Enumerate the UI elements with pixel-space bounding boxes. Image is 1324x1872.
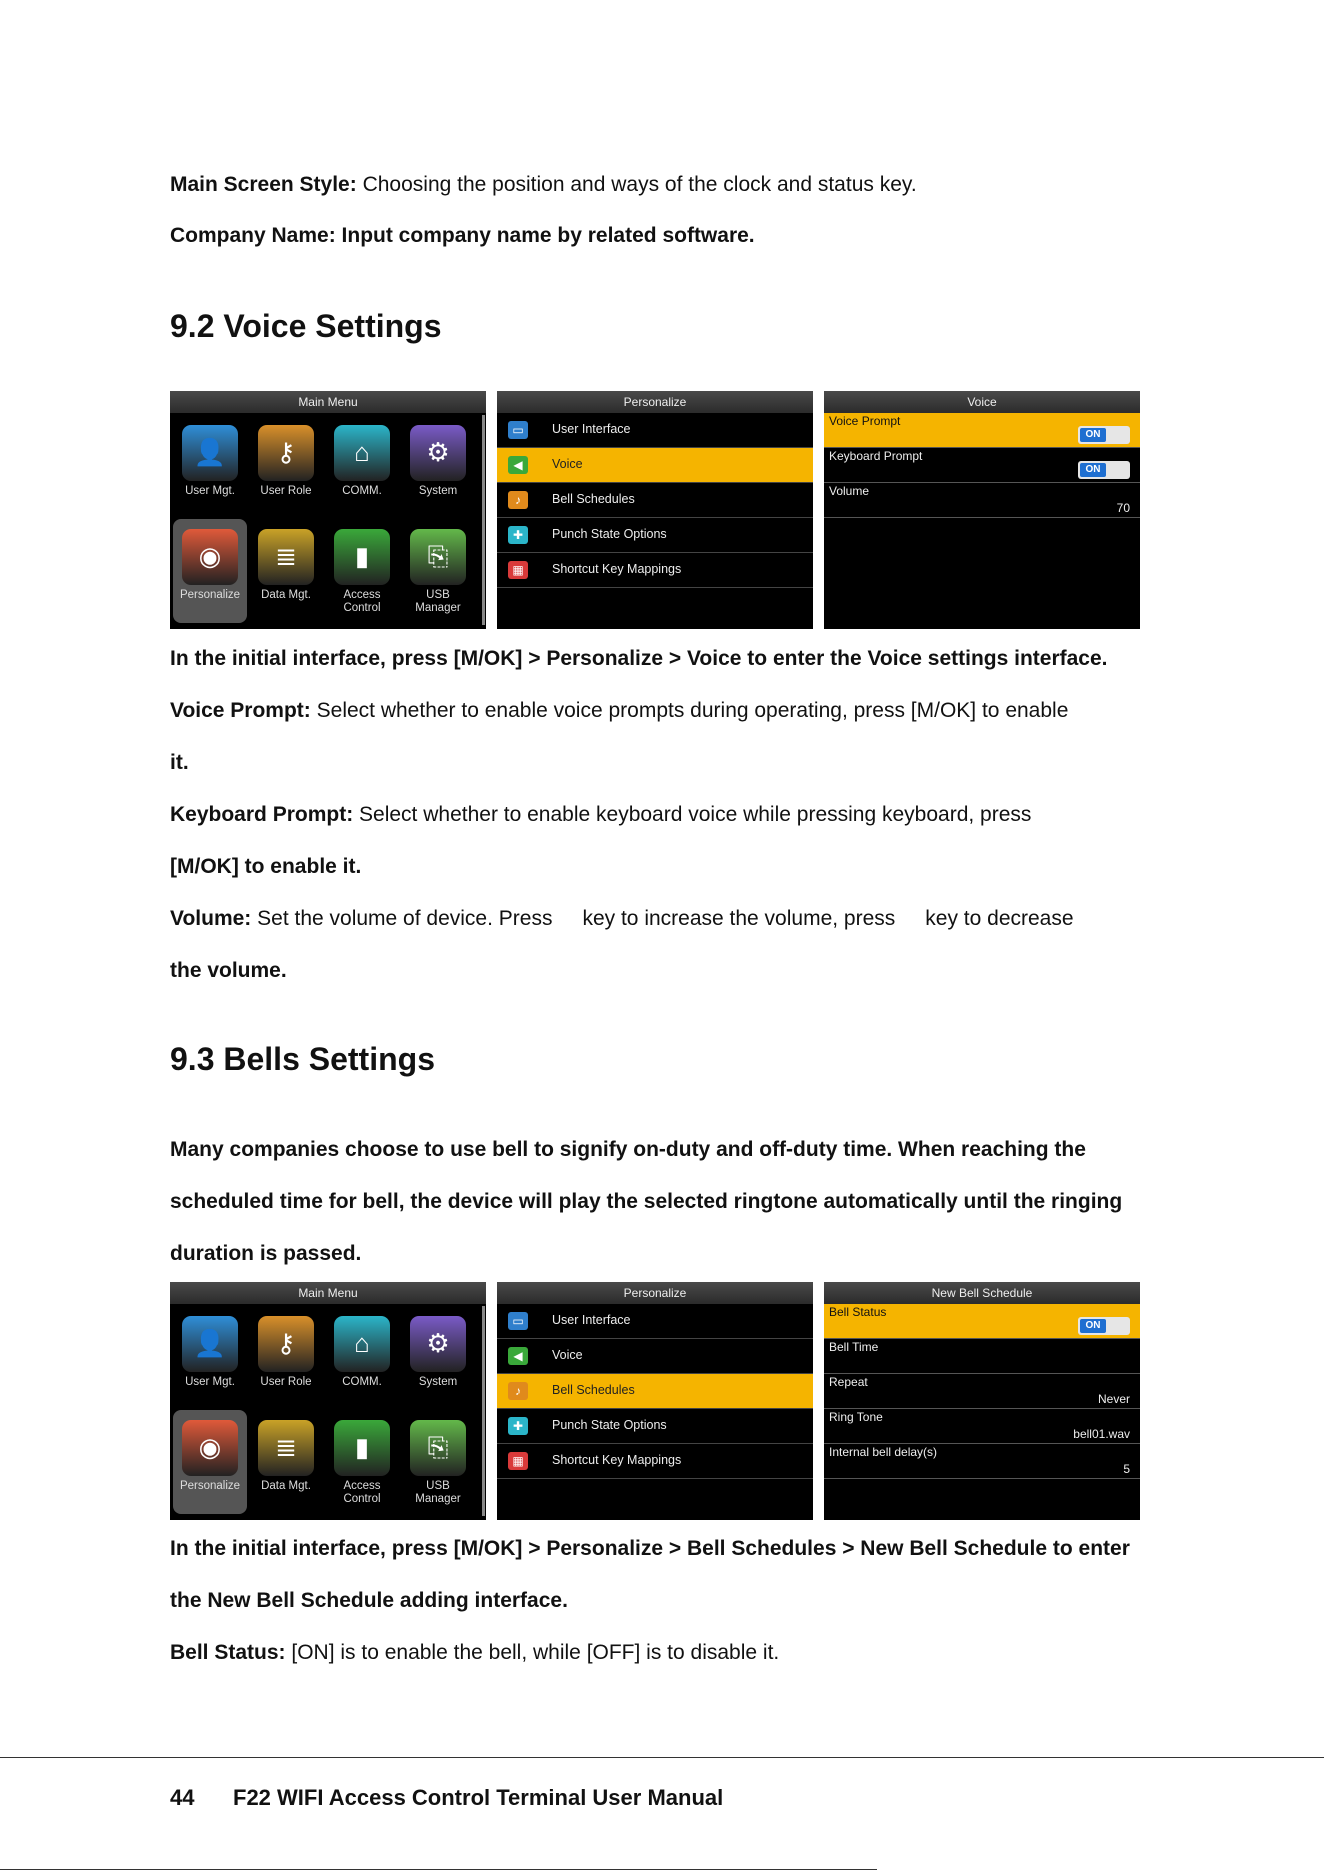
- bell-intro-line-2: the New Bell Schedule adding interface.: [170, 1589, 568, 1612]
- menu-label[interactable]: Data Mgt.: [261, 589, 311, 601]
- bells-intro-line-1: Many companies choose to use bell to signify on-duty and off-duty time. When reaching the: [170, 1138, 1086, 1161]
- screen-title: Main Menu: [170, 1282, 486, 1304]
- bell-status-toggle[interactable]: ON: [1078, 1317, 1130, 1335]
- usb-icon: ⎘: [410, 1420, 466, 1476]
- bells-settings-heading: 9.3 Bells Settings: [170, 1041, 435, 1077]
- voice-settings-heading: 9.2 Voice Settings: [170, 308, 442, 344]
- menu-item-bell-schedules[interactable]: ♪ Bell Schedules: [497, 1374, 813, 1409]
- door-icon: ▮: [334, 1420, 390, 1476]
- repeat-row[interactable]: Repeat Never: [824, 1374, 1140, 1409]
- menu-label[interactable]: USB Manager: [415, 589, 461, 614]
- menu-item-voice[interactable]: ◀ Voice: [497, 1339, 813, 1374]
- personalize-screen-2: [497, 1282, 813, 1520]
- volume-text: Volume: Set the volume of device. Press key to increase the volume, press key to decrease: [170, 907, 1074, 930]
- menu-label[interactable]: Personalize: [179, 589, 241, 601]
- speaker-icon: ◀: [508, 1347, 528, 1365]
- keyboard-prompt-row[interactable]: Keyboard Prompt ON: [824, 448, 1140, 483]
- network-icon: ⌂: [334, 425, 390, 481]
- gear-icon: ⚙: [410, 1316, 466, 1372]
- keyboard-icon: ▦: [508, 561, 528, 579]
- page-number: 44: [170, 1785, 195, 1810]
- palette-icon: ◉: [182, 529, 238, 585]
- menu-label[interactable]: User Role: [260, 485, 312, 497]
- volume-row[interactable]: Volume 70: [824, 483, 1140, 518]
- user-mgt-icon: 👤: [182, 425, 238, 481]
- main-screen-style-text: Main Screen Style: Choosing the position and ways of the clock and status key.: [170, 173, 917, 196]
- voice-intro-text: In the initial interface, press [M/OK] > Personalize > Voice to enter the Voice settings interface.: [170, 647, 1108, 670]
- bells-intro-line-3: duration is passed.: [170, 1242, 362, 1265]
- keyboard-prompt-toggle[interactable]: ON: [1078, 461, 1130, 479]
- bell-intro-line-1: In the initial interface, press [M/OK] > Personalize > Bell Schedules > New Bell Schedule to enter: [170, 1537, 1130, 1560]
- bell-icon: ♪: [508, 491, 528, 509]
- keyboard-icon: ▦: [508, 1452, 528, 1470]
- monitor-icon: ▭: [508, 421, 528, 439]
- main-menu-screen-1: [170, 391, 486, 629]
- database-icon: ≣: [258, 529, 314, 585]
- menu-item-punch-state[interactable]: ✚ Punch State Options: [497, 518, 813, 553]
- menu-item-voice[interactable]: ◀ Voice: [497, 448, 813, 483]
- menu-label[interactable]: System: [418, 485, 458, 497]
- usb-icon: ⎘: [410, 529, 466, 585]
- menu-label[interactable]: System: [418, 1376, 458, 1388]
- menu-label[interactable]: COMM.: [342, 485, 382, 497]
- new-bell-schedule-screen: [824, 1282, 1140, 1520]
- voice-prompt-toggle[interactable]: ON: [1078, 426, 1130, 444]
- voice-screen: [824, 391, 1140, 629]
- volume-text-cont: the volume.: [170, 959, 287, 982]
- screen-title: Voice: [824, 391, 1140, 413]
- menu-label[interactable]: Access Control: [343, 1480, 381, 1505]
- manual-title: F22 WIFI Access Control Terminal User Manual: [233, 1785, 724, 1810]
- speaker-icon: ◀: [508, 456, 528, 474]
- database-icon: ≣: [258, 1420, 314, 1476]
- screen-title: New Bell Schedule: [824, 1282, 1140, 1304]
- screen-title: Personalize: [497, 391, 813, 413]
- menu-label[interactable]: Data Mgt.: [261, 1480, 311, 1492]
- bell-time-row[interactable]: Bell Time: [824, 1339, 1140, 1374]
- menu-label[interactable]: User Mgt.: [185, 485, 235, 497]
- bell-status-text: Bell Status: [ON] is to enable the bell, while [OFF] is to disable it.: [170, 1641, 780, 1664]
- keyboard-prompt-text: Keyboard Prompt: Select whether to enable keyboard voice while pressing keyboard, press: [170, 803, 1032, 826]
- menu-label[interactable]: USB Manager: [415, 1480, 461, 1505]
- screen-title: Personalize: [497, 1282, 813, 1304]
- keyboard-prompt-text-cont: [M/OK] to enable it.: [170, 855, 362, 878]
- key-icon: ⚷: [258, 425, 314, 481]
- voice-prompt-row[interactable]: Voice Prompt ON: [824, 413, 1140, 448]
- door-icon: ▮: [334, 529, 390, 585]
- screen-title: Main Menu: [170, 391, 486, 413]
- menu-item-user-interface[interactable]: ▭ User Interface: [497, 1304, 813, 1339]
- user-mgt-icon: 👤: [182, 1316, 238, 1372]
- menu-item-shortcut-keys[interactable]: ▦ Shortcut Key Mappings: [497, 1444, 813, 1479]
- menu-item-bell-schedules[interactable]: ♪ Bell Schedules: [497, 483, 813, 518]
- bottom-divider: [0, 1869, 877, 1870]
- menu-label[interactable]: Personalize: [179, 1480, 241, 1492]
- personalize-screen-1: [497, 391, 813, 629]
- footer-divider: [0, 1757, 1324, 1758]
- menu-label[interactable]: User Mgt.: [185, 1376, 235, 1388]
- company-name-text: Company Name: Input company name by related software.: [170, 224, 755, 247]
- voice-prompt-text: Voice Prompt: Select whether to enable voice prompts during operating, press [M/OK] to enable: [170, 699, 1069, 722]
- menu-label[interactable]: User Role: [260, 1376, 312, 1388]
- bells-intro-line-2: scheduled time for bell, the device will play the selected ringtone automatically until the ringing: [170, 1190, 1123, 1213]
- scrollbar: [482, 1306, 485, 1516]
- menu-item-user-interface[interactable]: ▭ User Interface: [497, 413, 813, 448]
- palette-icon: ◉: [182, 1420, 238, 1476]
- voice-prompt-text-cont: it.: [170, 751, 189, 774]
- main-menu-screen-2: [170, 1282, 486, 1520]
- monitor-icon: ▭: [508, 1312, 528, 1330]
- scrollbar: [482, 415, 485, 625]
- key-icon: ⚷: [258, 1316, 314, 1372]
- puzzle-icon: ✚: [508, 1417, 528, 1435]
- menu-item-shortcut-keys[interactable]: ▦ Shortcut Key Mappings: [497, 553, 813, 588]
- network-icon: ⌂: [334, 1316, 390, 1372]
- menu-label[interactable]: Access Control: [343, 589, 381, 614]
- ring-tone-row[interactable]: Ring Tone bell01.wav: [824, 1409, 1140, 1444]
- puzzle-icon: ✚: [508, 526, 528, 544]
- bell-delay-row[interactable]: Internal bell delay(s) 5: [824, 1444, 1140, 1479]
- menu-label[interactable]: COMM.: [342, 1376, 382, 1388]
- menu-item-punch-state[interactable]: ✚ Punch State Options: [497, 1409, 813, 1444]
- bell-status-row[interactable]: Bell Status ON: [824, 1304, 1140, 1339]
- gear-icon: ⚙: [410, 425, 466, 481]
- bell-icon: ♪: [508, 1382, 528, 1400]
